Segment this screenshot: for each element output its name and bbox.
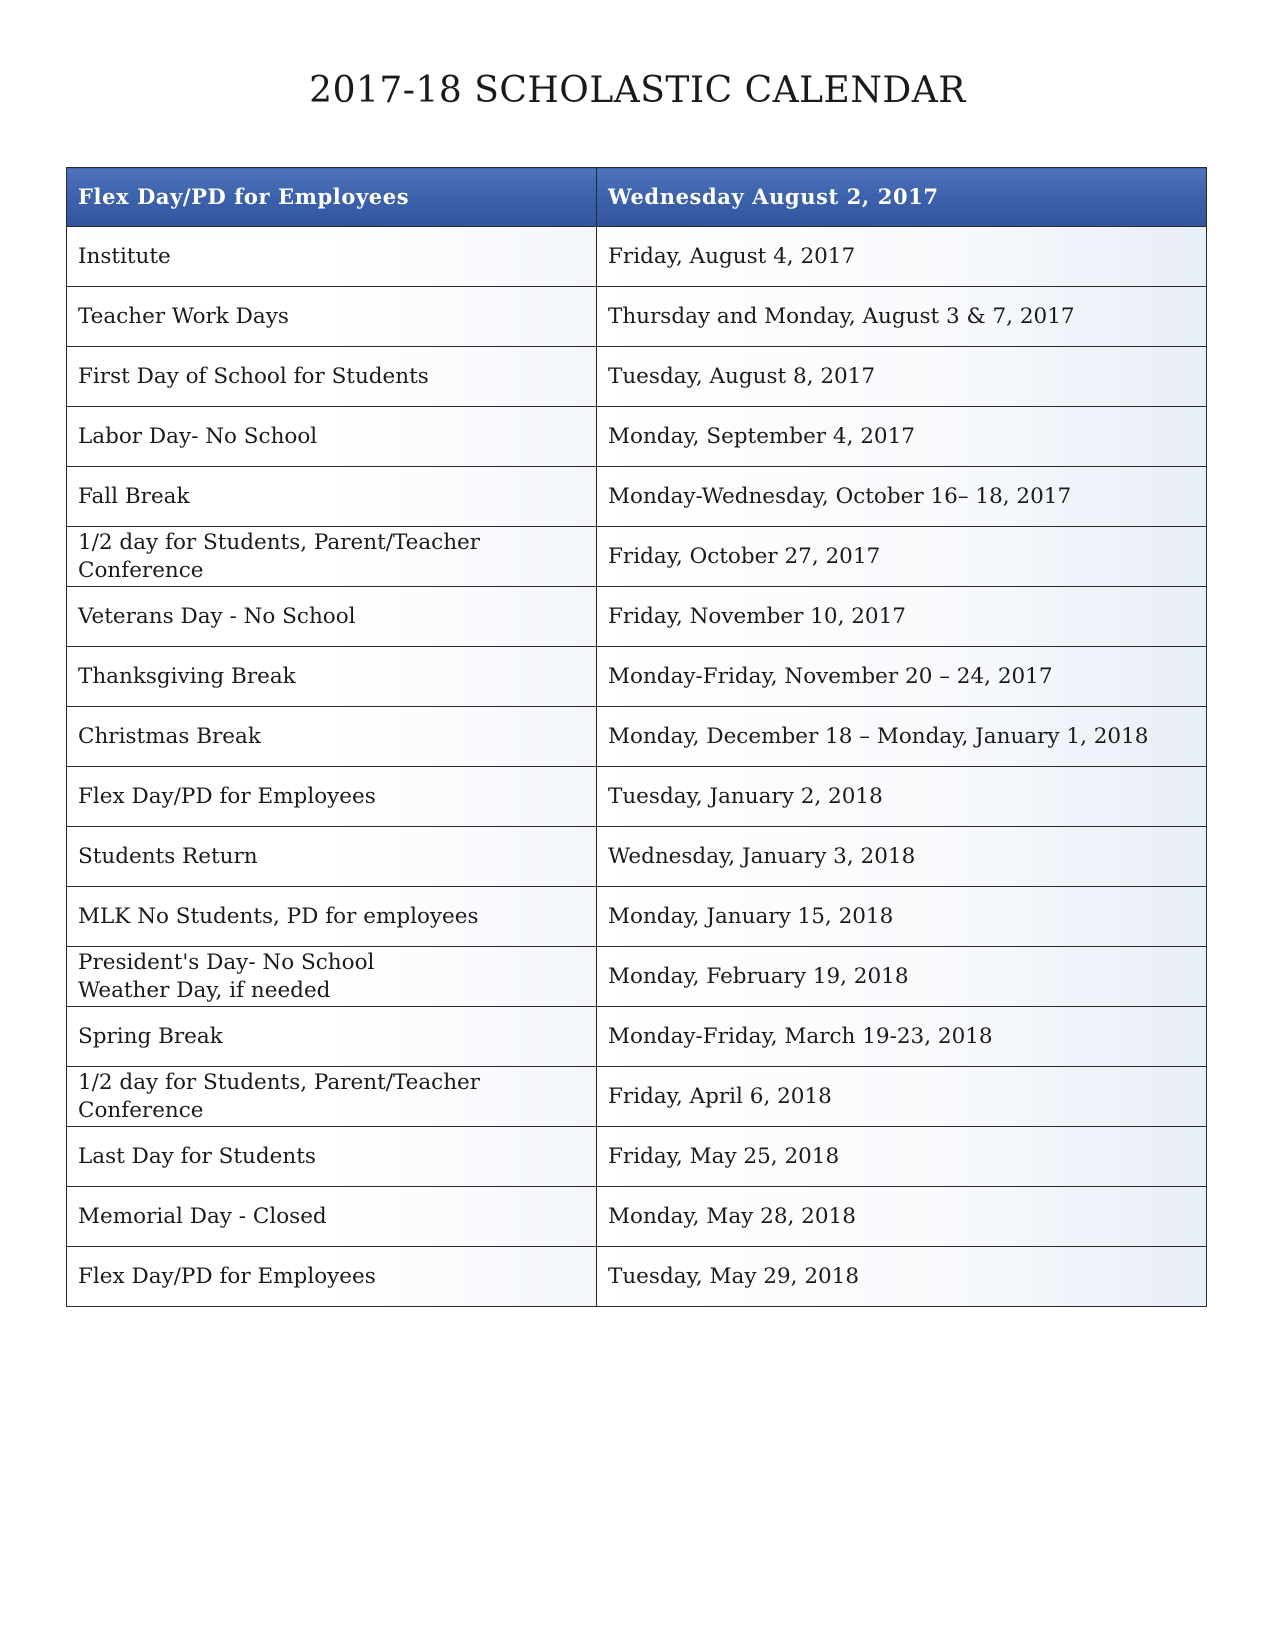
table-row: [67, 1247, 1207, 1307]
event-name-cell: Veterans Day - No School: [67, 587, 597, 647]
table-row: [67, 467, 1207, 527]
event-name-cell: Students Return: [67, 827, 597, 887]
event-name-cell: Teacher Work Days: [67, 287, 597, 347]
table-row: [67, 707, 1207, 767]
event-name-cell: Institute: [67, 227, 597, 287]
table-row: [67, 1187, 1207, 1247]
event-name-cell: Last Day for Students: [67, 1127, 597, 1187]
event-date-cell: Tuesday, January 2, 2018: [597, 767, 1207, 827]
table-row: [67, 347, 1207, 407]
table-row: [67, 1067, 1207, 1127]
event-name-cell: Spring Break: [67, 1007, 597, 1067]
event-name-cell: Labor Day- No School: [67, 407, 597, 467]
event-date-cell: Monday-Wednesday, October 16– 18, 2017: [597, 467, 1207, 527]
event-name-cell: 1/2 day for Students, Parent/Teacher Conference: [67, 527, 597, 587]
event-date-cell: Friday, August 4, 2017: [597, 227, 1207, 287]
table-row: [67, 767, 1207, 827]
table-row: [67, 647, 1207, 707]
event-date-cell: Monday, May 28, 2018: [597, 1187, 1207, 1247]
table-row: [67, 587, 1207, 647]
event-name-cell: Flex Day/PD for Employees: [67, 1247, 597, 1307]
event-name-cell: MLK No Students, PD for employees: [67, 887, 597, 947]
event-date-cell: Friday, October 27, 2017: [597, 527, 1207, 587]
table-row: [67, 407, 1207, 467]
event-date-cell: Monday, February 19, 2018: [597, 947, 1207, 1007]
event-name-line: Weather Day, if needed: [78, 977, 331, 1003]
event-date-cell: Friday, April 6, 2018: [597, 1067, 1207, 1127]
table-row: [67, 1007, 1207, 1067]
event-date-cell: Tuesday, May 29, 2018: [597, 1247, 1207, 1307]
event-date-cell: Thursday and Monday, August 3 & 7, 2017: [597, 287, 1207, 347]
table-header-row: [67, 168, 1207, 227]
event-name-cell: Fall Break: [67, 467, 597, 527]
event-date-cell: Monday-Friday, November 20 – 24, 2017: [597, 647, 1207, 707]
event-date-cell: Tuesday, August 8, 2017: [597, 347, 1207, 407]
event-name-cell: Memorial Day - Closed: [67, 1187, 597, 1247]
event-name-cell: Flex Day/PD for Employees: [67, 767, 597, 827]
header-date-cell: Wednesday August 2, 2017: [597, 168, 1207, 227]
event-name-cell: Christmas Break: [67, 707, 597, 767]
table-row: [67, 1127, 1207, 1187]
event-date-cell: Monday, January 15, 2018: [597, 887, 1207, 947]
table-row: [67, 947, 1207, 1007]
calendar-table: [66, 167, 1207, 1307]
table-row: [67, 827, 1207, 887]
page-title: 2017-18 SCHOLASTIC CALENDAR: [309, 70, 966, 111]
event-name-cell: First Day of School for Students: [67, 347, 597, 407]
event-date-cell: Monday-Friday, March 19-23, 2018: [597, 1007, 1207, 1067]
event-date-cell: Monday, December 18 – Monday, January 1, 2018: [597, 707, 1207, 767]
event-date-cell: Wednesday, January 3, 2018: [597, 827, 1207, 887]
table-row: [67, 527, 1207, 587]
table-row: [67, 227, 1207, 287]
event-date-cell: Friday, November 10, 2017: [597, 587, 1207, 647]
event-date-cell: Friday, May 25, 2018: [597, 1127, 1207, 1187]
table-row: [67, 887, 1207, 947]
event-name-line: President's Day- No School: [78, 949, 375, 975]
header-event-cell: Flex Day/PD for Employees: [67, 168, 597, 227]
table-row: [67, 287, 1207, 347]
event-name-cell: [67, 947, 597, 1007]
event-name-cell: 1/2 day for Students, Parent/Teacher Conference: [67, 1067, 597, 1127]
event-date-cell: Monday, September 4, 2017: [597, 407, 1207, 467]
event-name-cell: Thanksgiving Break: [67, 647, 597, 707]
